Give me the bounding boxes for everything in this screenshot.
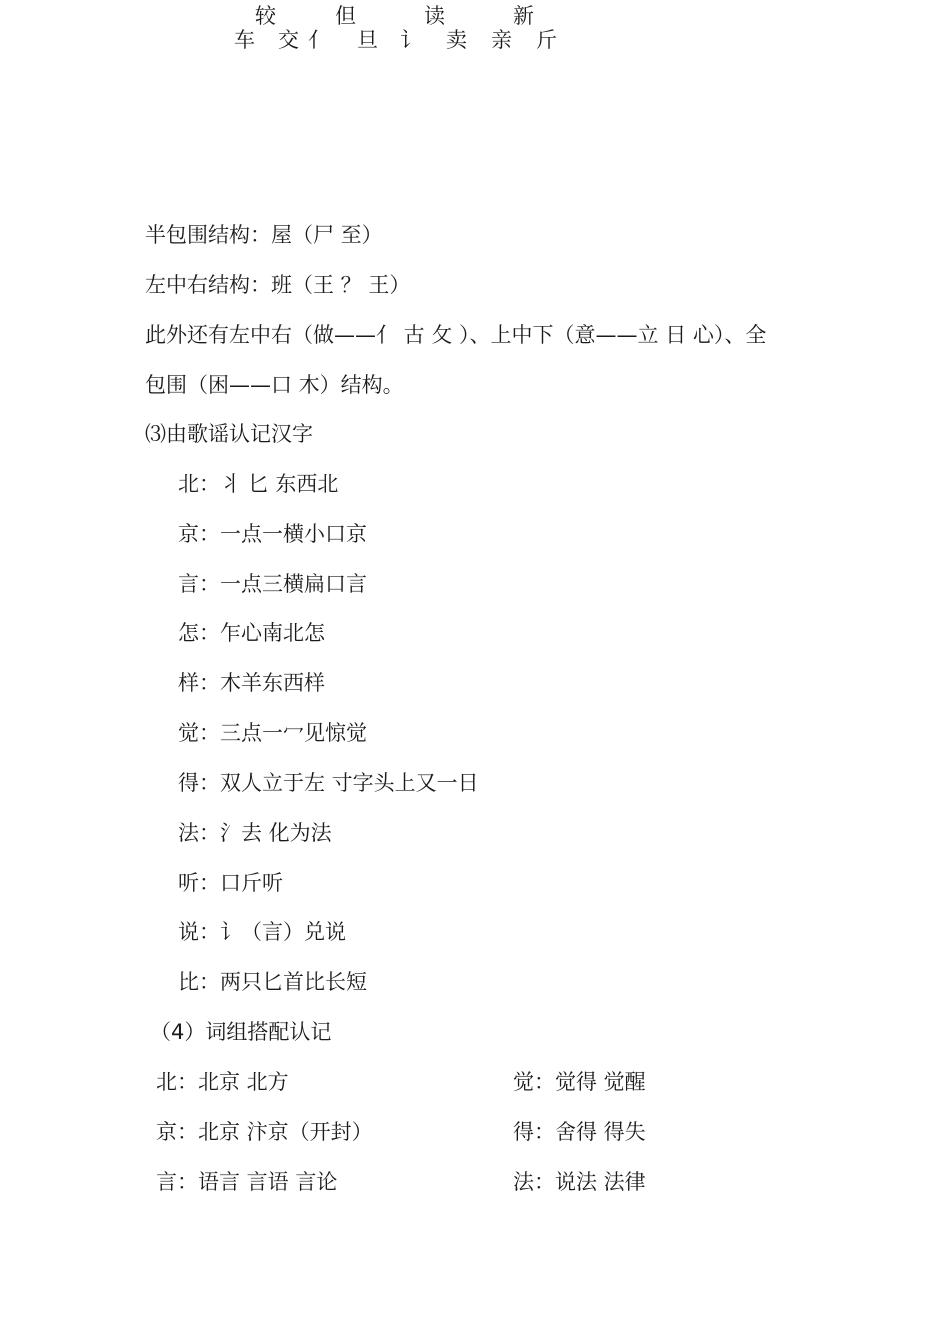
component: 卖 [446, 28, 467, 52]
phrase-item-right: 得：舍得 得失 [513, 1120, 646, 1144]
song-text: 氵去 化为法 [220, 821, 332, 845]
song-item [178, 873, 283, 894]
song-text: 双人立于左 寸字头上又一日 [220, 771, 479, 795]
song-item [178, 524, 367, 545]
song-item [178, 623, 325, 644]
left-mid-right-line: 左中右结构：班（王 ？ 王） [145, 273, 411, 297]
song-text: 三点一冖见惊觉 [220, 721, 367, 745]
song-text: 讠（言）兑说 [220, 920, 346, 944]
character-row-1 [0, 0, 950, 28]
component: 亲 [491, 28, 512, 52]
other-structures-line-2: 包围（困——口 木）结构。 [145, 373, 404, 397]
character: 读 [424, 4, 445, 28]
song-text: 一点三横扁口言 [220, 572, 367, 596]
song-char: 怎： [178, 621, 220, 645]
song-item [178, 574, 367, 595]
song-item [178, 723, 367, 744]
section-4-heading: （4）词组搭配认记 [150, 1020, 332, 1044]
component: 斤 [536, 28, 557, 52]
component: 车 [234, 28, 255, 52]
song-char: 觉： [178, 721, 220, 745]
song-item [178, 773, 479, 794]
phrase-item-left: 言：语言 言语 言论 [156, 1170, 338, 1194]
song-char: 比： [178, 970, 220, 994]
character: 但 [335, 4, 356, 28]
song-char: 听： [178, 871, 220, 895]
phrase-item-left: 京：北京 汴京（开封） [156, 1120, 373, 1144]
song-char: 言： [178, 572, 220, 596]
song-item [178, 673, 325, 694]
song-text: 口斤听 [220, 871, 283, 895]
song-text: 乍心南北怎 [220, 621, 325, 645]
song-char: 说： [178, 920, 220, 944]
song-char: 北： [178, 472, 220, 496]
other-structures-line-1: 此外还有左中右（做——亻 古 攵 ）、上中下（意——立 日 心）、全 [145, 323, 767, 347]
song-item [178, 823, 332, 844]
character-row-2 [0, 24, 950, 52]
song-text: 两只匕首比长短 [220, 970, 367, 994]
song-item [178, 922, 346, 943]
phrase-item-right: 觉：觉得 觉醒 [513, 1070, 646, 1094]
component: 亻 [308, 28, 329, 52]
song-text: 一点一横小口京 [220, 522, 367, 546]
section-3-heading: ⑶由歌谣认记汉字 [145, 422, 313, 446]
character: 较 [255, 4, 276, 28]
song-char: 法： [178, 821, 220, 845]
character: 新 [513, 4, 534, 28]
song-char: 京： [178, 522, 220, 546]
phrase-item-left: 北：北京 北方 [156, 1070, 289, 1094]
song-char: 样： [178, 671, 220, 695]
song-item [178, 474, 338, 495]
component: 讠 [400, 28, 421, 52]
half-enclosure-line: 半包围结构：屋（尸 至） [145, 223, 383, 247]
song-item [178, 972, 367, 993]
phrase-item-right: 法：说法 法律 [513, 1170, 646, 1194]
song-text: 木羊东西样 [220, 671, 325, 695]
component: 旦 [357, 28, 378, 52]
song-text: 丬 匕 东西北 [220, 472, 339, 496]
song-char: 得： [178, 771, 220, 795]
component: 交 [278, 28, 299, 52]
